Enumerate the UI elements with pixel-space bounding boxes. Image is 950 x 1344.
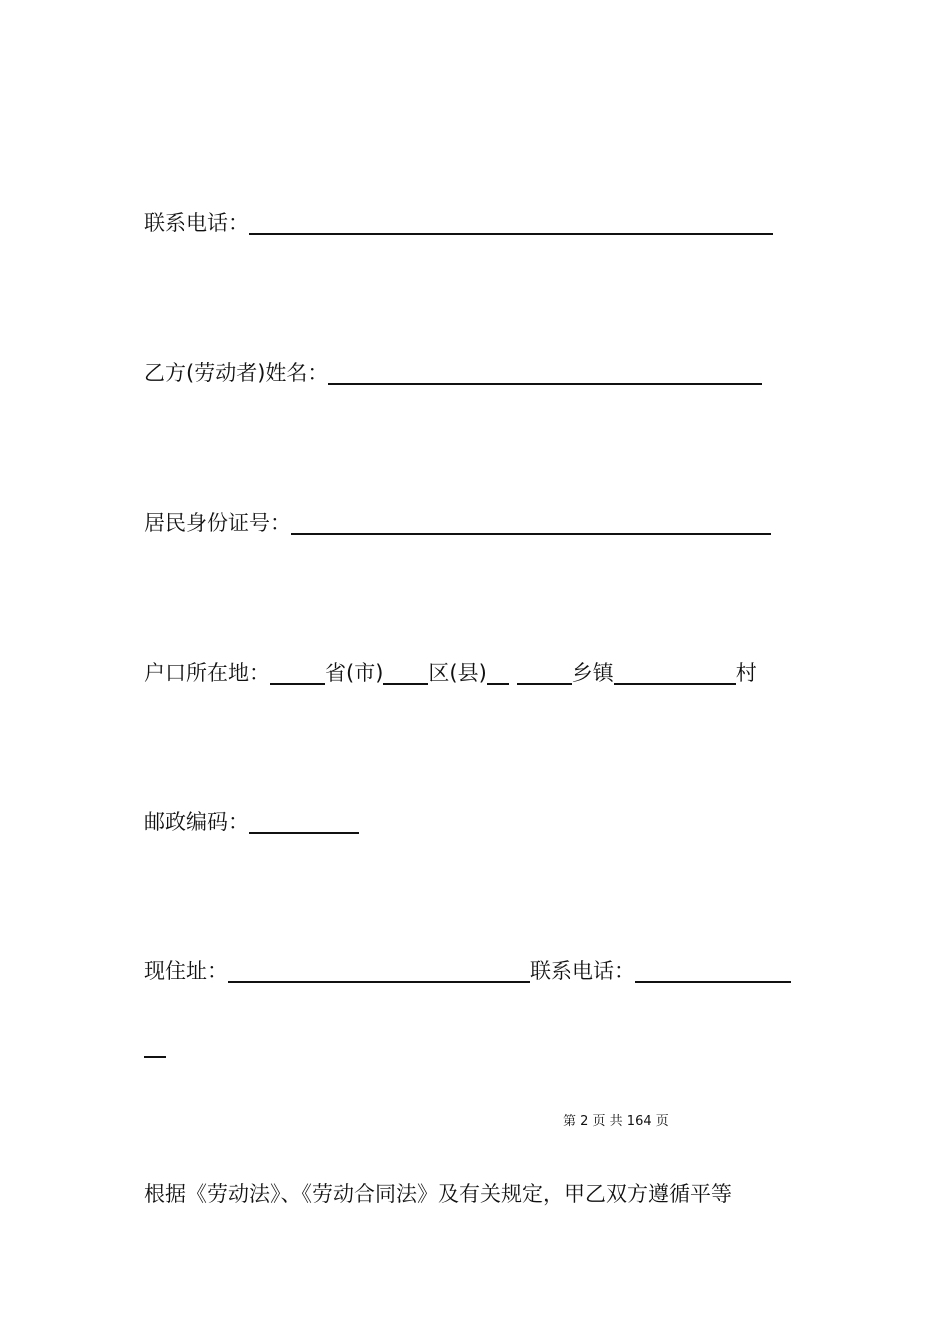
id-number-row: [144, 509, 771, 537]
id-number-blank[interactable]: [291, 511, 771, 535]
hukou-city-blank[interactable]: [383, 661, 428, 685]
hukou-town-label: 乡镇: [571, 661, 614, 685]
employee-name-blank[interactable]: [328, 361, 762, 385]
address-phone-continuation-row: [144, 1034, 166, 1060]
employer-phone-label: 联系电话：: [144, 211, 249, 235]
employer-phone-blank[interactable]: [249, 211, 773, 235]
hukou-province-blank[interactable]: [270, 661, 325, 685]
hukou-district-label: 区(县): [428, 661, 487, 685]
address-row: [144, 957, 791, 985]
hukou-label: 户口所在地：: [144, 661, 270, 685]
postal-code-blank[interactable]: [249, 810, 359, 834]
employee-name-row: [144, 359, 762, 387]
address-label: 现住址：: [144, 959, 228, 983]
hukou-province-label: 省(市): [325, 661, 384, 685]
hukou-row: [144, 659, 757, 687]
address-phone-label: 联系电话：: [530, 959, 635, 983]
page-number: 第 2 页 共 164 页: [563, 1114, 669, 1129]
postal-code-row: [144, 808, 359, 836]
employer-phone-row: [144, 209, 773, 237]
employee-name-label: 乙方(劳动者)姓名：: [144, 361, 329, 385]
postal-code-label: 邮政编码：: [144, 810, 249, 834]
id-number-label: 居民身份证号：: [144, 511, 291, 535]
hukou-village-blank[interactable]: [614, 661, 736, 685]
hukou-district-blank[interactable]: [487, 661, 509, 685]
hukou-village-label: 村: [735, 661, 757, 685]
hukou-town-blank[interactable]: [517, 661, 572, 685]
body-paragraph: 根据《劳动法》、《劳动合同法》及有关规定，甲乙双方遵循平等: [144, 1182, 732, 1206]
address-phone-blank[interactable]: [635, 959, 791, 983]
address-blank[interactable]: [228, 959, 530, 983]
address-phone-blank-continuation[interactable]: [144, 1034, 166, 1058]
